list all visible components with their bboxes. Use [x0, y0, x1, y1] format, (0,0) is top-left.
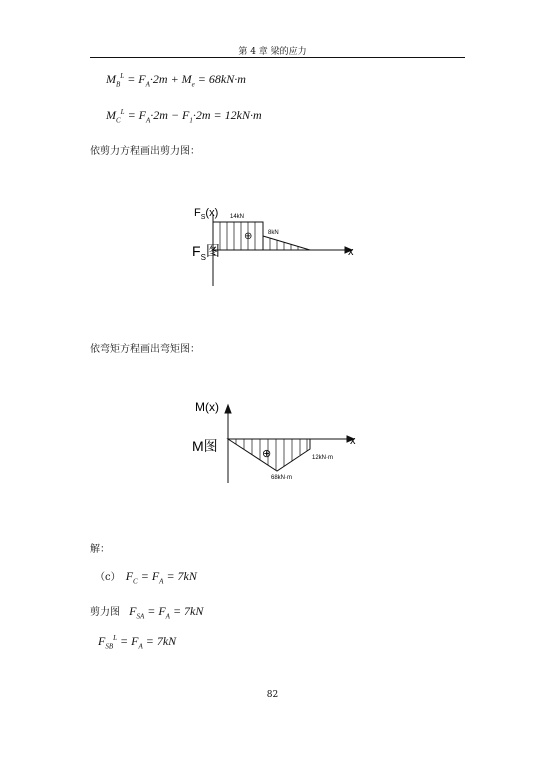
shear-intro-text: 依剪力方程画出剪力图： — [90, 146, 200, 157]
header-rule — [90, 57, 465, 58]
shear-label: 剪力图 — [90, 607, 120, 618]
page-header: 第 4 章 梁的应力 — [238, 47, 307, 57]
shear-force-diagram — [180, 200, 365, 292]
moment-diagram-title: M图 — [192, 438, 218, 454]
moment-y-arrow — [225, 405, 231, 413]
moment-intro-text: 依弯矩方程画出弯矩图： — [90, 344, 200, 355]
shear-hatching — [220, 222, 298, 250]
equation-fsb: $F_{SB}^L = F_A = 7kN$ — [98, 634, 177, 651]
moment-value-12: 12kN·m — [312, 455, 334, 461]
shear-value-14: 14kN — [230, 214, 245, 220]
shear-plus-sign: ⊕ — [244, 231, 253, 242]
equation-fc-line — [95, 565, 197, 585]
equation-fsa-line — [90, 600, 203, 620]
solution-label: 解： — [90, 544, 110, 555]
equation-mb: $M_B^L = F_A\cdot 2m + M_e = 68kN\cdot m$ — [106, 72, 246, 89]
shear-value-8: 8kN — [268, 230, 279, 236]
equation-fsa: $F_{SA} = F_A = 7kN$ — [129, 604, 204, 621]
part-c-label: （c） — [95, 572, 121, 583]
shear-rect — [213, 222, 263, 250]
moment-y-label: M(x) — [195, 400, 219, 414]
shear-diagram-title: $F_S$图 — [192, 243, 220, 262]
shear-x-label: x — [348, 246, 354, 258]
shear-y-label: $F_S(x)$ — [194, 207, 219, 221]
moment-x-label: x — [350, 435, 356, 447]
page-number: 82 — [266, 690, 279, 700]
equation-fc: $F_C = F_A = 7kN$ — [125, 569, 197, 586]
moment-value-68: 68kN·m — [271, 475, 293, 481]
bending-moment-diagram — [185, 395, 375, 487]
moment-plus-sign: ⊕ — [262, 448, 272, 460]
equation-mc: $M_C^L = F_A\cdot 2m - F_1\cdot 2m = 12kN\cdot m$ — [106, 108, 262, 125]
moment-hatching — [236, 439, 307, 470]
